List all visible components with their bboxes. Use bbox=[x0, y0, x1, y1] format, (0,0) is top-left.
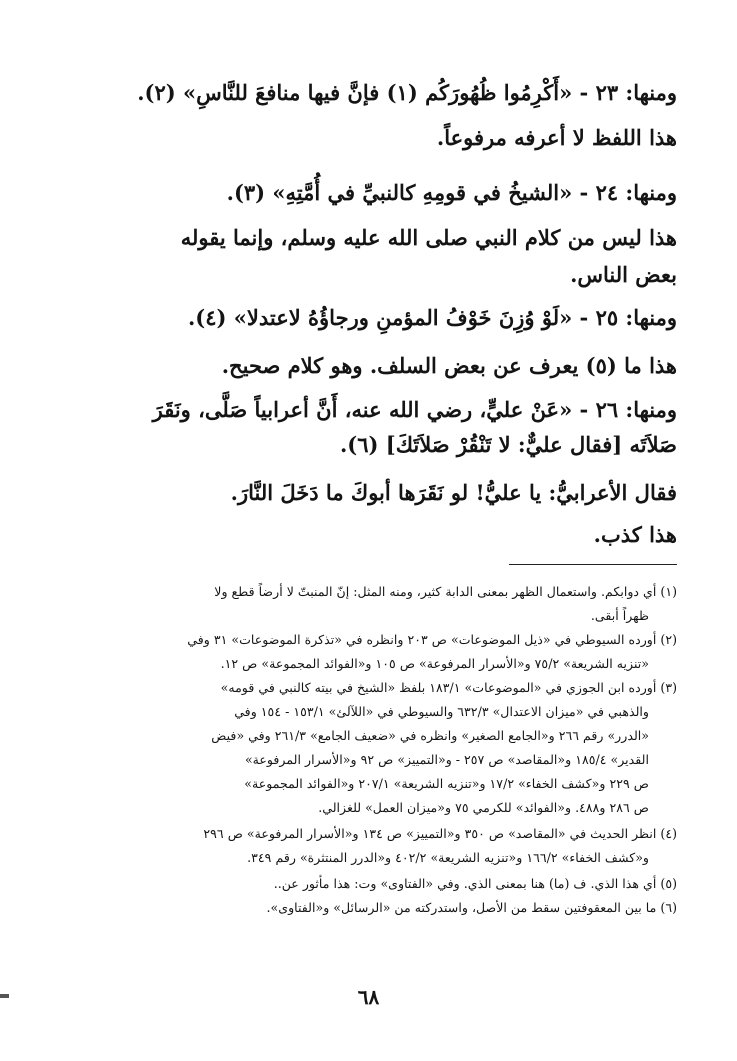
main-text-line: هذا كذب. bbox=[593, 522, 677, 547]
main-text-line: صَلاَتَه [فقال عليٌّ: لا تَنْقُرْ صَلاَتَكَ] (٦). bbox=[340, 432, 677, 457]
footnote-line: ص ٢٨٦ و٤٨٨. و«الفوائد» للكرمي ٧٥ و«ميزان العمل» للغزالي. bbox=[318, 800, 649, 815]
main-text-line: فقال الأعرابيُّ: يا عليُّ! لو نَقَرَها أبوكَ ما دَخَلَ النَّارَ. bbox=[230, 480, 677, 505]
main-text-line: هذا اللفظ لا أعرفه مرفوعاً. bbox=[436, 125, 677, 150]
footnote-line: «الدرر» رقم ٢٦٦ و«الجامع الصغير» وانظره في «ضعيف الجامع» ٢٦١/٣ وفي «فيض bbox=[211, 728, 649, 743]
footnote-line: (٤) انظر الحديث في «المقاصد» ص ٣٥٠ و«التمييز» ص ١٣٤ و«الأسرار المرفوعة» ص ٢٩٦ bbox=[203, 826, 677, 841]
main-text-line: ومنها: ٢٣ - «أَكْرِمُوا ظُهُورَكُم (١) فإنَّ فيها منافعَ للنَّاسِ» (٢). bbox=[137, 80, 677, 105]
footnote-line: (١) أي دوابكم. واستعمال الظهر بمعنى الدابة كثير، ومنه المثل: إنّ المنبتّ لا أرضاً قطع ولا bbox=[214, 584, 677, 599]
footnote-line: (٦) ما بين المعقوفتين سقط من الأصل، واستدركته من «الرسائل» و«الفتاوى». bbox=[266, 900, 677, 915]
footnote-line: القدير» ١٨٥/٤ و«المقاصد» ص ٢٥٧ - و«التمييز» ص ٩٢ و«الأسرار المرفوعة» bbox=[244, 752, 649, 767]
footnote-line: ص ٢٢٩ و«كشف الخفاء» ١٧/٢ و«تنزيه الشريعة» ٢٠٧/١ و«الفوائد المجموعة» bbox=[244, 776, 649, 791]
main-text-line: ومنها: ٢٦ - «عَنْ عليٍّ، رضي الله عنه، أَنَّ أعرابياً صَلَّى، ونَقَرَ bbox=[152, 397, 677, 422]
footnote-line: (٥) أي هذا الذي. ف (ما) هنا بمعنى الذي. وفي «الفتاوى» وت: هذا مأثور عن.. bbox=[273, 876, 677, 891]
footnote-line: «تنزيه الشريعة» ٧٥/٢ و«الأسرار المرفوعة» ص ١٠٥ و«الفوائد المجموعة» ص ١٢. bbox=[220, 656, 649, 671]
scan-speck bbox=[0, 994, 9, 998]
footnote-line: والذهبي في «ميزان الاعتدال» ٦٣٢/٣ والسيوطي في «اللآلئ» ١٥٣/١ - ١٥٤ وفي bbox=[234, 704, 649, 719]
page-number: ٦٨ bbox=[357, 985, 380, 1009]
footnote-separator bbox=[509, 564, 677, 565]
main-text-line: هذا ليس من كلام النبي صلى الله عليه وسلم، وإنما يقوله bbox=[180, 225, 677, 250]
footnote-line: (٢) أورده السيوطي في «ذيل الموضوعات» ص ٢٠٣ وانظره في «تذكرة الموضوعات» ٣١ وفي bbox=[187, 632, 677, 647]
footnote-line: (٣) أورده ابن الجوزي في «الموضوعات» ١٨٣/١ بلفظ «الشيخ في بيته كالنبي في قومه» bbox=[220, 680, 677, 695]
main-text-line: بعض الناس. bbox=[570, 262, 677, 287]
footnote-line: ظهراً أبقى. bbox=[590, 608, 649, 623]
main-text-line: ومنها: ٢٥ - «لَوْ وُزِنَ خَوْفُ المؤمنِ ورجاؤُهُ لاعتدلا» (٤). bbox=[187, 305, 677, 330]
main-text-line: هذا ما (٥) يعرف عن بعض السلف. وهو كلام صحيح. bbox=[221, 353, 677, 378]
footnote-line: و«كشف الخفاء» ١٦٦/٢ و«تنزيه الشريعة» ٤٠٢/٢ و«الدرر المنتثرة» رقم ٣٤٩. bbox=[247, 850, 649, 865]
main-text-line: ومنها: ٢٤ - «الشيخُ في قومِهِ كالنبيِّ في أُمَّتِهِ» (٣). bbox=[226, 180, 677, 205]
